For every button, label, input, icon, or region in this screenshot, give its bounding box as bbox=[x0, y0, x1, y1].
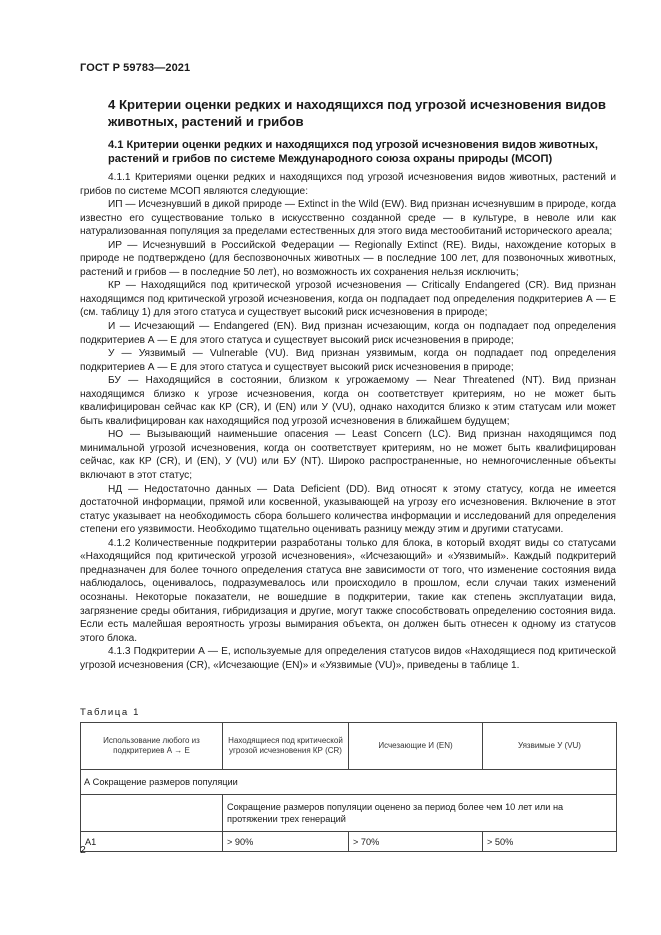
subsection-title: 4.1 Критерии оценки редких и находящихся под угрозой исчезновения видов животных, растений и грибов по системе Международного союза охраны природы (МСОП) bbox=[108, 139, 598, 165]
paragraph: НО — Вызывающий наименьшие опасения — Least Concern (LC). Вид признан находящимся под минимальной угрозой исчезновения, когда он соответствует критериям, но не может быть квалифицирован сейчас, как КР (CR), И (EN), У (VU) или БУ (NT). Широко распространенные, но немногочисленные объекты включают в этот статус; bbox=[80, 429, 616, 482]
paragraph: И — Исчезающий — Endangered (EN). Вид признан исчезающим, когда он подпадает под определения подкритериев А — Е для этого статуса и существует высокий риск исчезновения в природе; bbox=[80, 321, 616, 346]
section-title: 4 Критерии оценки редких и находящихся под угрозой исчезновения видов животных, растений и грибов bbox=[108, 97, 607, 129]
page-number: 2 bbox=[80, 844, 86, 856]
table-header-cell: Использование любого из подкритериев А → Е bbox=[81, 723, 223, 770]
criteria-table bbox=[80, 722, 617, 852]
table-cell-empty bbox=[81, 795, 223, 832]
table-header-cell: Находящиеся под критической угрозой исчезновения КР (CR) bbox=[223, 723, 349, 770]
paragraph: НД — Недостаточно данных — Data Deficient (DD). Вид относят к этому статусу, когда не имеется достаточной информации, прямой или косвенной, указывающей на угрозу его исчезновения. Включение в этот статус указывает на необходимость сбора большего количества информации и исследований для определения степени его уязвимости. Необходимо тщательно оценивать разницу между этим и другими статусами. bbox=[80, 483, 616, 536]
paragraph: ИП — Исчезнувший в дикой природе — Extinct in the Wild (EW). Вид признан исчезнувшим в природе, когда известно его существование только в искусственно созданной среде — в культуре, в неволе или как натурализованная популяция за пределами естественных для этого вида местообитаний исторического ареала; bbox=[80, 199, 616, 238]
paragraph: 4.1.2 Количественные подкритерии разработаны только для блока, в который входят виды со статусами «Находящийся под критической угрозой исчезновения», «Исчезающий» и «Уязвимый». Каждый подкритерий предназначен для более точного определения статуса вне зависимости от того, что изменение состояния вида наблюдалось, оценивалось, подразумевалось или происходило в прошлом, если случаи таких изменений осознаны. Некоторые показатели, не вошедшие в подкритерии, такие как степень эксплуатации вида, загрязнение среды обитания, гибридизация и другие, могут также способствовать определению состояния вида. Если есть малейшая вероятность угрозы вымирания объекта, он должен быть отнесен к одному из статусов этого блока. bbox=[80, 537, 616, 644]
paragraph: ИР — Исчезнувший в Российской Федерации — Regionally Extinct (RE). Виды, нахождение которых в природе не подтверждено (для беспозвоночных животных — в последние 100 лет, для позвоночных животных, растений и грибов — в последние 50 лет), но возможность их сохранения нельзя исключить; bbox=[80, 239, 616, 278]
paragraph: БУ — Находящийся в состоянии, близком к угрожаемому — Near Threatened (NT). Вид признан находящимся близко к угрозе исчезновения, когда он соответствует критериям, но не может быть квалифицирован сейчас как КР (CR), И (EN) или У (VU), однако находится близко к этим статусам или может быть квалифицирован как находящийся под угрозой исчезновения в ближайшем будущем; bbox=[80, 375, 616, 427]
table-header-cell: Уязвимые У (VU) bbox=[483, 723, 617, 770]
table-cell: > 50% bbox=[483, 832, 617, 852]
paragraph: 4.1.1 Критериями оценки редких и находящихся под угрозой исчезновения видов животных, растений и грибов по системе МСОП являются следующие: bbox=[80, 172, 616, 197]
paragraph: У — Уязвимый — Vulnerable (VU). Вид признан уязвимым, когда он подпадает под определения подкритериев А — Е для этого статуса и существует высокий риск исчезновения в природе; bbox=[80, 348, 616, 373]
table-subcriterion-cell: Сокращение размеров популяции оценено за период более чем 10 лет или на протяжении трех генераций bbox=[223, 795, 617, 832]
table-label: Таблица 1 bbox=[80, 707, 141, 718]
paragraph: КР — Находящийся под критической угрозой исчезновения — Critically Endangered (CR). Вид признан находящимся под критической угрозой исчезновения, когда он подпадает под определения подкритериев А — Е (см. таблицу 1) для этого статуса и существует высокий риск исчезновения в природе; bbox=[80, 280, 616, 319]
table-header-row bbox=[81, 723, 617, 770]
table-row bbox=[81, 795, 617, 832]
table-cell: А1 bbox=[81, 832, 223, 852]
table-group-cell: А Сокращение размеров популяции bbox=[81, 770, 617, 795]
table-row bbox=[81, 832, 617, 852]
table-group-row bbox=[81, 770, 617, 795]
table-cell: > 70% bbox=[349, 832, 483, 852]
table-header-cell: Исчезающие И (EN) bbox=[349, 723, 483, 770]
table-cell: > 90% bbox=[223, 832, 349, 852]
paragraph: 4.1.3 Подкритерии А — Е, используемые для определения статусов видов «Находящиеся под критической угрозой исчезновения (CR), «Исчезающие (EN)» и «Уязвимые (VU)», приведены в таблице 1. bbox=[80, 646, 616, 671]
standard-header: ГОСТ Р 59783—2021 bbox=[80, 62, 191, 74]
body-text bbox=[80, 171, 616, 672]
